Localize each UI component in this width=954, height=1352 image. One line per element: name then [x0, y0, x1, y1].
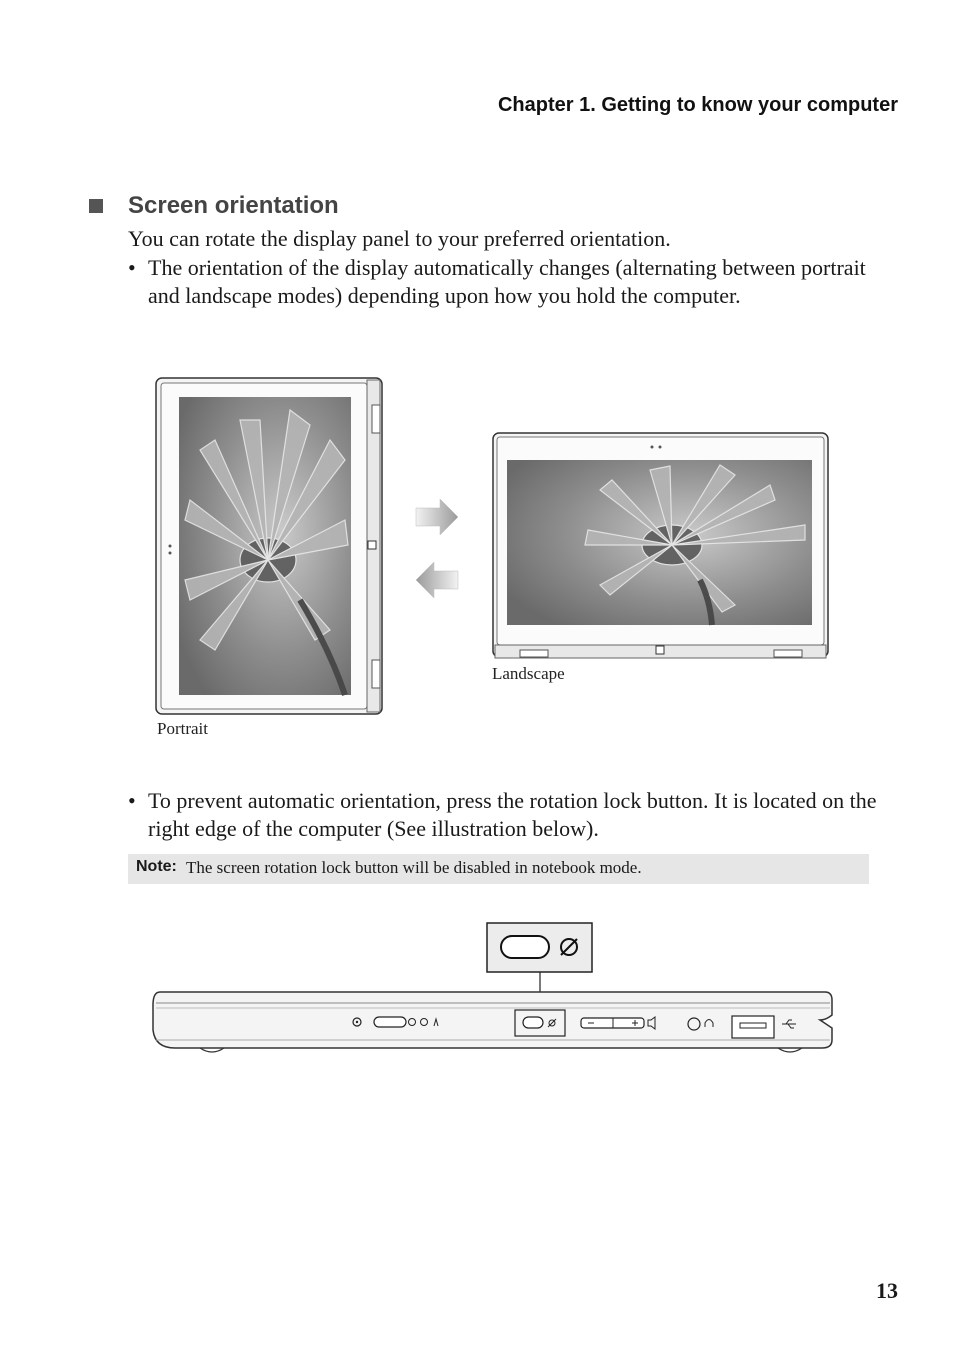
page-number: 13: [876, 1278, 898, 1303]
novo-button-icon: [353, 1018, 361, 1026]
rotation-lock-button: [523, 1017, 543, 1028]
rotation-lock-callout: [487, 923, 592, 1010]
landscape-tablet: [493, 433, 828, 658]
section-title: Screen orientation: [128, 192, 339, 219]
bullet-dot: •: [128, 255, 136, 280]
rotation-lock-small-icon: [548, 1019, 556, 1027]
rotate-left-arrow: [416, 562, 458, 598]
power-button: [374, 1017, 406, 1027]
portrait-caption: Portrait: [157, 719, 208, 738]
headphone-icon: [705, 1020, 713, 1028]
laptop-side-view: [153, 992, 832, 1052]
audio-jack: [688, 1018, 700, 1030]
usb-port: [732, 1016, 774, 1038]
bullet-text: To prevent automatic orientation, press the rotation lock button. It is located on the right edge of the computer (See illustration below).: [148, 788, 877, 841]
volume-rocker: [581, 1018, 644, 1028]
chapter-header: Chapter 1. Getting to know your computer: [497, 94, 898, 116]
speaker-icon: [648, 1017, 655, 1029]
bullet-text: The orientation of the display automatically changes (alternating between portrait and landscape modes) depending upon how you hold the computer.: [148, 255, 866, 308]
landscape-caption: Landscape: [492, 664, 565, 683]
intro-paragraph: You can rotate the display panel to your preferred orientation.: [128, 226, 671, 251]
rotation-lock-icon: [561, 939, 577, 955]
bullet-dot: •: [128, 788, 136, 813]
portrait-tablet: [156, 378, 382, 714]
bullet-item-rotation-lock: [128, 787, 898, 843]
rotation-lock-highlight: [515, 1010, 565, 1036]
usb-icon: [782, 1020, 796, 1028]
note-text: The screen rotation lock button will be disabled in notebook mode.: [186, 858, 642, 877]
note-box: [128, 854, 869, 884]
note-label: Note:: [136, 858, 177, 875]
power-indicator-icons: [409, 1019, 439, 1027]
rotate-right-arrow: [416, 499, 458, 535]
